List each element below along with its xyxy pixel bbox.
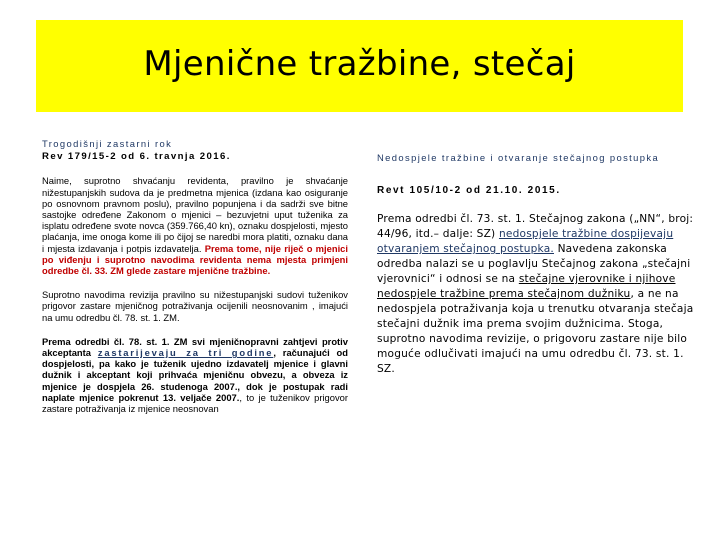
right-body-underlined: stečajne vjerovnike i njihove nedospjele tražbine prema stečajnom dužniku [377, 273, 676, 300]
limitation-period-phrase: zastarijevaju za tri godine [97, 347, 274, 359]
right-body-link: nedospjele tražbine dospijevaju otvaranjem stečajnog postupka. [377, 228, 674, 255]
left-paragraph-1-text: Naime, suprotno shvaćanju revidenta, pravilno je shvaćanje nižestupanjskih sudova da je predmetna mjenica (izdana kao osiguranje po osnovnom pravnom poslu), pravilno popunjena i da sadrži sve bitne sastojke određene Zakonom o mjenici – bezuvjetni uput tuženika za isplatu određene svote novca (359.766,40 kn), oznaku dospjelosti, mjesto plaćanja, ime onoga kome ili po čijoj se naredbi mora platiti, oznaku dana i mjesta izdavanja i potpis izdavatelja. [42, 175, 348, 254]
right-body-intro: Prema odredbi čl. 73. st. 1. Stečajnog zakona („NN“, broj: 44/96, itd.– dalje: SZ) [377, 213, 694, 240]
left-paragraph-2: Suprotno navodima revizija pravilno su nižestupanjski sudovi tuženikov prigovor zastare mjeničnog potraživanja ocijenili neosnovanim , imajući na umu odredbu čl. 78. st. 1. ZM. [42, 289, 348, 323]
left-paragraph-3-tail: , to je tuženikov prigovor zastare potraživanja iz mjenice neosnovan [42, 391, 348, 415]
right-heading: Nedospjele tražbine i otvaranje stečajnog postupka [377, 152, 660, 163]
left-case-reference: Rev 179/15-2 od 6. travnja 2016. [42, 151, 231, 163]
left-paragraph-1-highlight: Prema tome, nije riječ o mjenici po viđenju i suprotno navodima revidenta nema mjesta primjeni odredbe čl. 33. ZM glede zastare mjenične tražbine. [42, 242, 348, 277]
left-paragraph-3 [42, 336, 348, 414]
left-column [42, 138, 348, 414]
right-body-text-2: Navedena zakonska odredba nalazi se u poglavlju Stečajnog zakona „stečajni vjerovnici“ i odnosi se na [377, 243, 691, 285]
left-subtitle: Trogodišnji zastarni rok [42, 138, 173, 149]
right-body [377, 212, 695, 377]
right-body-text-3: , a ne na nedospjela potraživanja koja u trenutku otvaranja stečaja stečajni dužnik ima prema svojim dužnicima. [377, 288, 694, 330]
right-body-conclusion: Stoga, suprotno navodima revizije, o prigovoru zastare nije bilo moguće odlučivati imajući na umu odredbu čl. 73. st. 1. SZ. [377, 318, 688, 375]
left-paragraph-1 [42, 175, 348, 276]
left-paragraph-3-lead: Prema odredbi čl. 78. st. 1. ZM svi mjeničnopravni zahtjevi protiv akceptanta [42, 335, 348, 359]
right-case-reference: Revt 105/10-2 od 21.10. 2015. [377, 185, 561, 196]
left-paragraph-3-bold: , računajući od dospjelosti, pa kako je tuženik ujedno izdavatelj mjenice i glavni dužnik i akceptant koji prihvaća mjeničnu obvezu, a obveza iz mjenice je dospjela 26. studenoga 2007., dok je postupak radi naplate mjenice pokrenut 13. veljače 2007. [42, 347, 348, 403]
right-column [377, 152, 695, 377]
page-title: Mjenične tražbine, stečaj [143, 44, 576, 84]
